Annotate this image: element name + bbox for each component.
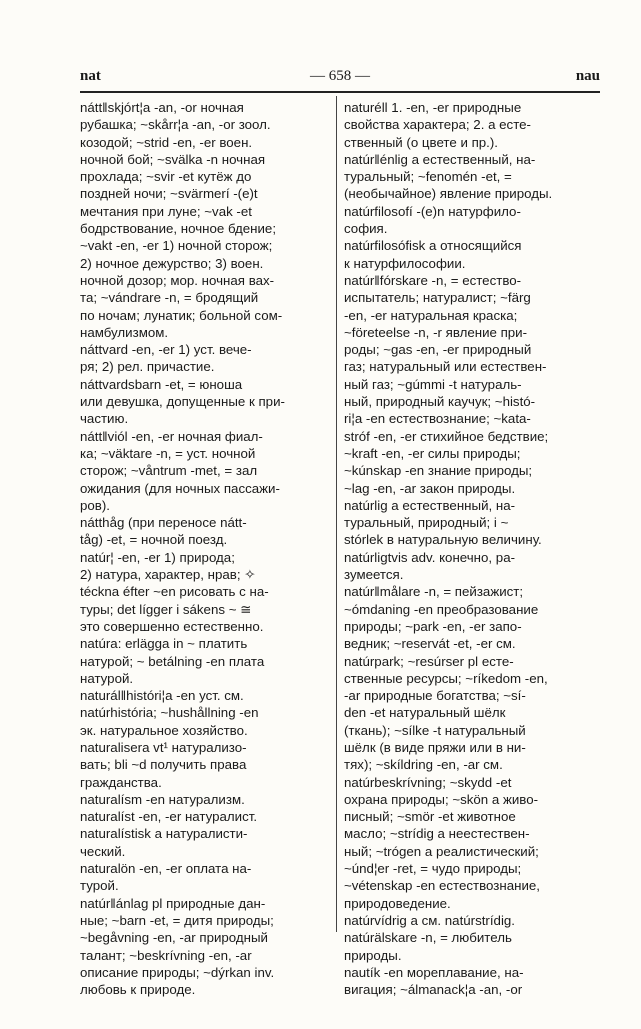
dictionary-line: ственные ресурсы; ~ríkedom -en, — [344, 670, 548, 686]
dictionary-line: газ; натуральный или естествен- — [344, 359, 547, 375]
dictionary-line: naturalístisk a натуралисти- — [80, 826, 248, 842]
dictionary-line: зумеется. — [344, 567, 404, 583]
dictionary-line: вигация; ~álmanack¦a -an, -or — [344, 982, 523, 998]
dictionary-line: ~begåvning -en, -ar природный — [80, 930, 268, 946]
dictionary-line: ночной дозор; мор. ночная вах- — [80, 272, 275, 288]
dictionary-line: роды; ~gas -en, -er природный — [344, 342, 532, 358]
page-number: — 658 — — [310, 68, 370, 84]
dictionary-line: испытатель; натуралист; ~färg — [344, 290, 531, 306]
header-rule — [80, 91, 600, 93]
dictionary-line: природоведение. — [344, 895, 451, 911]
dictionary-line: 2) натура, характер, нрав; ✧ — [80, 567, 256, 583]
column-divider — [336, 96, 337, 932]
dictionary-line: ~únd¦er -ret, = чудо природы; — [344, 861, 522, 877]
dictionary-line: намбулизмом. — [80, 324, 169, 340]
left-column — [80, 99, 328, 998]
dictionary-line: naturalísm -en натурализм. — [80, 791, 245, 807]
dictionary-line: вать; bli ~d получить права — [80, 757, 247, 773]
dictionary-line: ные; ~barn -et, = дитя природы; — [80, 912, 274, 928]
running-head-left: nat — [80, 68, 101, 84]
dictionary-line: natúrhistória; ~hushållning -en — [80, 705, 259, 721]
dictionary-line: частию. — [80, 411, 129, 427]
dictionary-line: ~vakt -en, -er 1) ночной сторож; — [80, 238, 273, 254]
dictionary-line: рубашка; ~skårr¦a -an, -or зоол. — [80, 117, 271, 133]
dictionary-line: ~lag -en, -ar закон природы. — [344, 480, 516, 496]
dictionary-line: (ткань); ~sílke -t натуральный — [344, 722, 526, 738]
dictionary-line: náttvardsbarn -et, = юноша — [80, 376, 243, 392]
dictionary-line: или девушка, допущенные к при- — [80, 394, 285, 410]
dictionary-line: ный; ~trógen a реалистический; — [344, 843, 539, 859]
dictionary-line: (необычайное) явление природы. — [344, 186, 553, 202]
dictionary-line: софия. — [344, 221, 388, 237]
dictionary-line: natúra: erlägga in ~ платить — [80, 636, 248, 652]
dictionary-line: tåg) -et, = ночной поезд. — [80, 532, 228, 548]
dictionary-line: ночной бой; ~svälka -n ночная — [80, 151, 266, 167]
dictionary-line: natúrǁmålare -n, = пейзажист; — [344, 584, 524, 600]
dictionary-line: ~ómdaning -en преобразование — [344, 601, 539, 617]
dictionary-line: náttvard -en, -er 1) уст. вече- — [80, 342, 252, 358]
dictionary-line: козодой; ~strid -en, -er воен. — [80, 134, 253, 150]
dictionary-line: natúrligtvis adv. конечно, ра- — [344, 549, 516, 565]
dictionary-line: stróf -en, -er стихийное бедствие; — [344, 428, 549, 444]
dictionary-line: природы; ~park -en, -er запо- — [344, 618, 522, 634]
dictionary-line: ка; ~väktare -n, = уст. ночной — [80, 445, 256, 461]
dictionary-line: natúrbeskrívning; ~skydd -et — [344, 774, 512, 790]
running-head-right: nau — [575, 68, 600, 84]
dictionary-line: поздней ночи; ~svärmerí -(e)t — [80, 186, 258, 202]
dictionary-line: naturalisera vt¹ натурализо- — [80, 739, 247, 755]
dictionary-line: прохлада; ~svir -et кутёж до — [80, 169, 252, 185]
dictionary-line: natúrfilosófisk a относящийся — [344, 238, 522, 254]
dictionary-line: сторож; ~våntrum -met, = зал — [80, 463, 258, 479]
dictionary-line: téckna éfter ~en рисовать с на- — [80, 584, 269, 600]
dictionary-line: по ночам; лунатик; больной сом- — [80, 307, 283, 323]
dictionary-line: ров). — [80, 497, 110, 513]
dictionary-line: та; ~vándrare -n, = бродящий — [80, 290, 259, 306]
dictionary-line: ~vétenskap -en естествознание, — [344, 878, 540, 894]
right-column — [344, 99, 602, 998]
dictionary-line: туральный; ~fenomén -et, = — [344, 169, 512, 185]
dictionary-line: natúrlig a естественный, на- — [344, 497, 516, 513]
dictionary-line: гражданства. — [80, 774, 162, 790]
dictionary-line: ственный (о цвете и пр.). — [344, 134, 498, 150]
dictionary-line: ri¦a -en естествознание; ~kata- — [344, 411, 531, 427]
dictionary-line: nautík -en мореплавание, на- — [344, 964, 524, 980]
dictionary-line: den -et натуральный шёлк — [344, 705, 506, 721]
dictionary-line: бодрствование, ночное бдение; — [80, 221, 277, 237]
dictionary-line: охрана природы; ~skön a живо- — [344, 791, 539, 807]
dictionary-line: nátthåg (при переносе nátt- — [80, 515, 247, 531]
dictionary-line: natúrälskare -n, = любитель — [344, 930, 512, 946]
dictionary-line: 2) ночное дежурство; 3) воен. — [80, 255, 264, 271]
dictionary-line: natúrvídrig a см. natúrstrídig. — [344, 912, 515, 928]
dictionary-line: эк. натуральное хозяйство. — [80, 722, 248, 738]
dictionary-line: свойства характера; 2. a есте- — [344, 117, 531, 133]
dictionary-line: -ar природные богатства; ~sí- — [344, 688, 526, 704]
dictionary-line: любовь к природе. — [80, 982, 196, 998]
dictionary-line: мечтания при луне; ~vak -et — [80, 203, 252, 219]
dictionary-line: туры; det lígger i sákens ~ ≅ — [80, 601, 252, 617]
dictionary-line: ~kúnskap -en знание природы; — [344, 463, 533, 479]
dictionary-line: natúrǁfórskare -n, = естество- — [344, 272, 522, 288]
dictionary-line: natúrpark; ~resúrser pl есте- — [344, 653, 514, 669]
dictionary-line: природы. — [344, 947, 402, 963]
dictionary-line: natúrǁánlag pl природные дан- — [80, 895, 266, 911]
dictionary-line: natúrǁénlig a естественный, на- — [344, 151, 536, 167]
dictionary-line: naturéll 1. -en, -er природные — [344, 100, 522, 115]
dictionary-line: naturalíst -en, -er натуралист. — [80, 809, 258, 825]
dictionary-line: это совершенно естественно. — [80, 618, 264, 634]
page-header — [80, 68, 600, 90]
dictionary-line: ~företeelse -n, -r явление при- — [344, 324, 528, 340]
dictionary-line: тях); ~skíldring -en, -ar см. — [344, 757, 503, 773]
dictionary-line: описание природы; ~dýrkan inv. — [80, 964, 275, 980]
dictionary-line: stórlek в натуральную величину. — [344, 532, 542, 548]
dictionary-line: писный; ~smör -et животное — [344, 809, 516, 825]
dictionary-line: натурой. — [80, 670, 134, 686]
dictionary-line: ~kraft -en, -er силы природы; — [344, 445, 521, 461]
dictionary-line: ческий. — [80, 843, 126, 859]
dictionary-line: натурой; ~ betálning -en плата — [80, 653, 265, 669]
dictionary-line: ный газ; ~gúmmi -t натураль- — [344, 376, 522, 392]
dictionary-line: náttǁviól -en, -er ночная фиал- — [80, 428, 263, 444]
dictionary-line: к натурфилософии. — [344, 255, 466, 271]
dictionary-line: шёлк (в виде пряжи или в ни- — [344, 739, 526, 755]
dictionary-line: natúr¦ -en, -er 1) природа; — [80, 549, 235, 565]
dictionary-line: náttǁskjórt¦a -an, -or ночная — [80, 100, 244, 115]
dictionary-line: масло; ~strídig a неестествен- — [344, 826, 530, 842]
dictionary-line: ожидания (для ночных пассажи- — [80, 480, 280, 496]
dictionary-line: naturalön -en, -er оплата на- — [80, 861, 252, 877]
dictionary-line: natúrfilosofí -(e)n натурфило- — [344, 203, 521, 219]
dictionary-line: naturálǁhistóri¦a -en уст. см. — [80, 688, 244, 704]
dictionary-line: турой. — [80, 878, 119, 894]
dictionary-line: ведник; ~reservát -et, -er см. — [344, 636, 516, 652]
dictionary-line: -en, -er натуральная краска; — [344, 307, 518, 323]
dictionary-line: ный, природный каучук; ~histó- — [344, 394, 536, 410]
dictionary-line: ря; 2) рел. причастие. — [80, 359, 215, 375]
dictionary-line: туральный, природный; i ~ — [344, 515, 509, 531]
dictionary-line: талант; ~beskrívning -en, -ar — [80, 947, 252, 963]
